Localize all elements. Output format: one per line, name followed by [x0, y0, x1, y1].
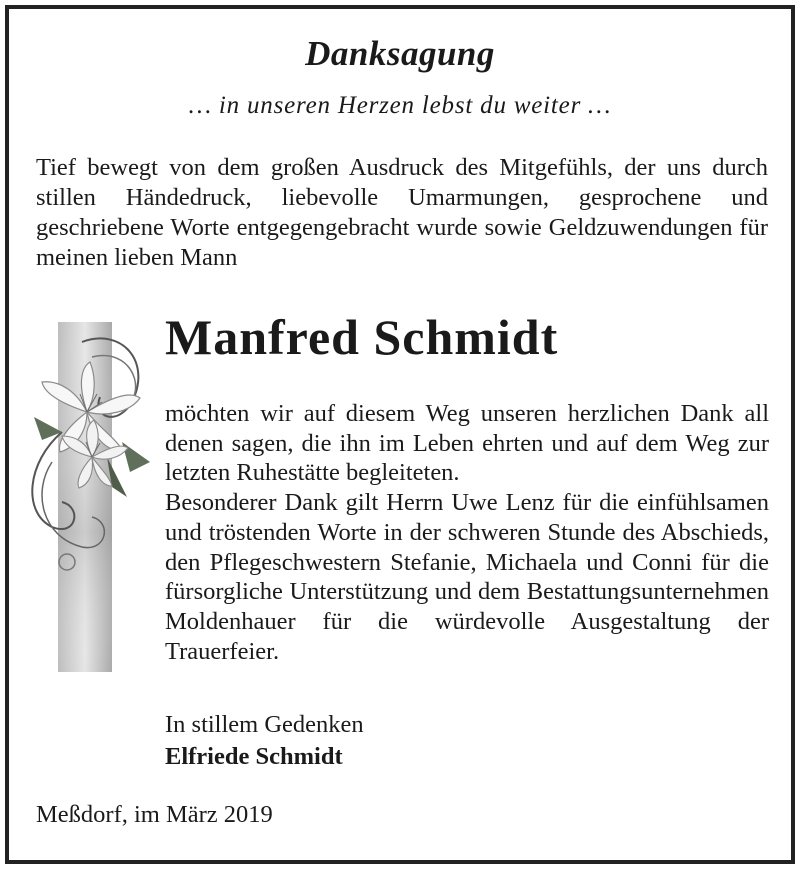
thanks-text [165, 399, 769, 666]
notice-heading: Danksagung [305, 34, 495, 73]
closing-block [165, 709, 364, 773]
signature: Elfriede Schmidt [165, 743, 343, 770]
intro-paragraph: Tief bewegt von dem großen Ausdruck des Mitgefühls, der uns durch stillen Händedruck, liebevolle Umarmungen, gesprochene und geschriebene Worte entgegengebracht wurde sowie Geldzuwendungen für meinen lieben Mann [36, 154, 768, 271]
notice-subheading: … in unseren Herzen lebst du weiter … [188, 92, 612, 119]
thanks-paragraph-1: möchten wir auf diesem Weg unseren herzlichen Dank all denen sagen, die ihn im Leben ehrten und auf dem Weg zur letzten Ruhestätte begleiteten. [165, 400, 769, 487]
deceased-name: Manfred Schmidt [165, 309, 559, 365]
closing-line: In stillem Gedenken [165, 711, 364, 738]
lily-flower-icon [22, 322, 162, 672]
place-date: Meßdorf, im März 2019 [36, 801, 273, 828]
thanks-paragraph-2: Besonderer Dank gilt Herrn Uwe Lenz für die einfühlsamen und tröstenden Worte in der schweren Stunde des Abschieds, den Pflegeschwestern Stefanie, Michaela und Conni für die fürsorgliche Unterstützung und dem Bestattungsunternehmen Moldenhauer für die würdevolle Ausgestaltung der Trauerfeier. [165, 489, 769, 665]
